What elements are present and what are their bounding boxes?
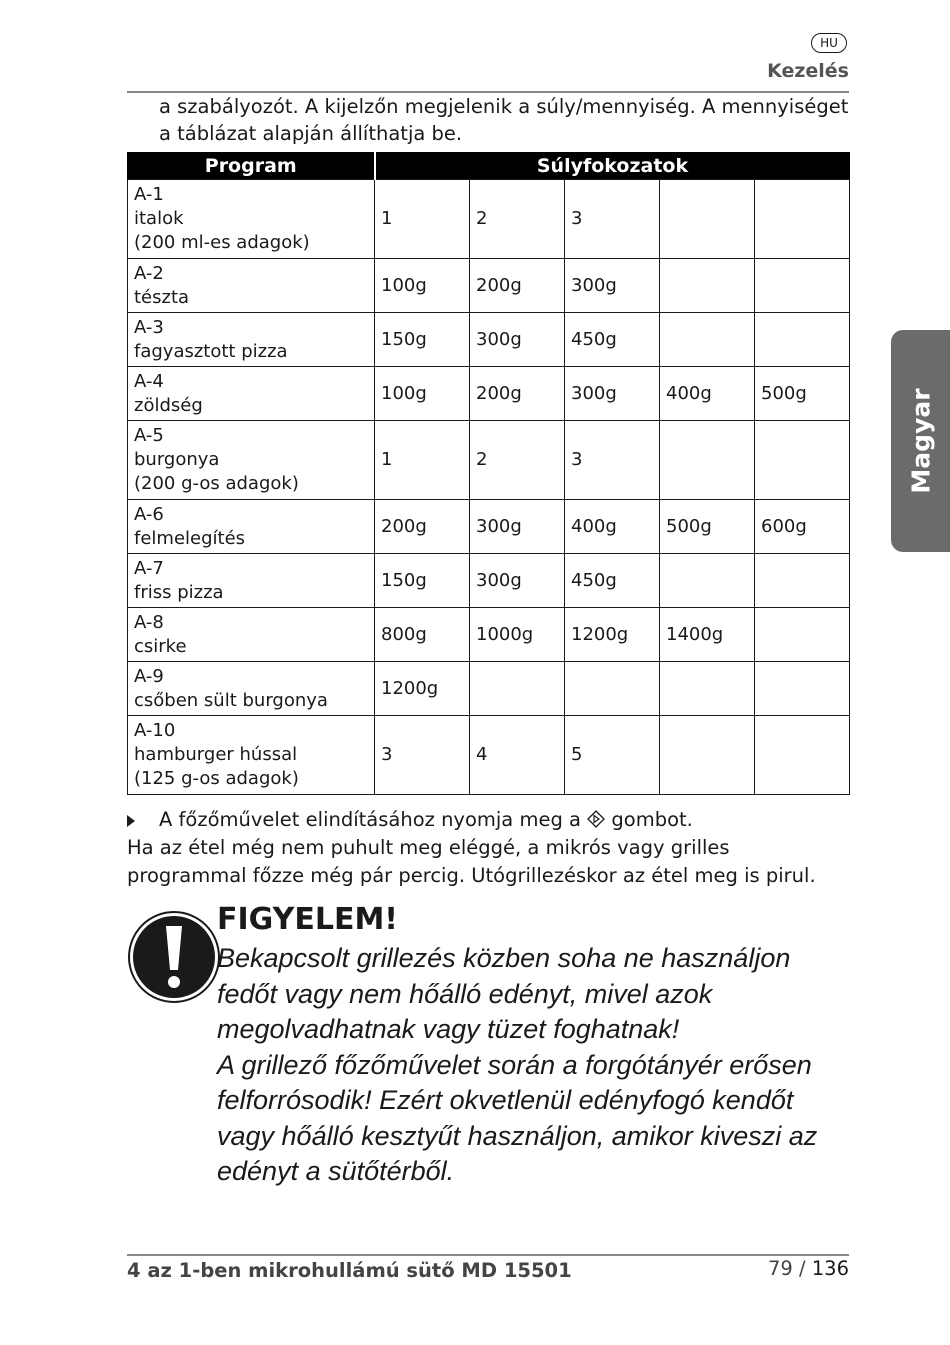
program-line: A-10 [134, 720, 176, 741]
program-cell [128, 500, 375, 554]
program-cell [128, 608, 375, 662]
intro-paragraph: a szabályozót. A kijelzőn megjelenik a súly/mennyiség. A mennyiséget a táblázat alapján állíthatja be. [159, 95, 849, 145]
table-row [128, 367, 850, 421]
program-line: (200 g-os adagok) [134, 473, 299, 494]
table-row [128, 180, 850, 259]
table-row [128, 313, 850, 367]
weight-cell [660, 180, 755, 259]
weight-cell [755, 421, 850, 500]
instruction-text-before: A főzőművelet elindításához nyomja meg a [159, 808, 581, 831]
weight-cell: 300g [470, 313, 565, 367]
table-row [128, 554, 850, 608]
page-separator: / [792, 1257, 812, 1280]
weight-cell: 1200g [375, 662, 470, 716]
program-line: csőben sült burgonya [134, 689, 328, 711]
program-line: tészta [134, 286, 190, 308]
weight-cell [660, 421, 755, 500]
weight-cell: 2 [470, 180, 565, 259]
note-paragraph: Ha az étel még nem puhult meg eléggé, a mikrós vagy grilles programmal főzze még pár percig. Utógrillezéskor az étel meg is pirul. [127, 836, 816, 887]
weight-cell: 450g [565, 313, 660, 367]
weight-cell [755, 554, 850, 608]
column-header-weight-levels: Súlyfokozatok [375, 152, 850, 180]
warning-paragraph: Bekapcsolt grillezés közben soha ne használjon fedőt vagy nem hőálló edényt, mivel azok megolvadhatnak vagy tüzet foghatnak! [217, 943, 791, 1044]
warning-text [217, 941, 857, 1190]
table-row [128, 421, 850, 500]
weight-cell: 100g [375, 367, 470, 421]
weight-cell: 400g [660, 367, 755, 421]
weight-cell: 100g [375, 259, 470, 313]
program-cell [128, 367, 375, 421]
weight-cell: 500g [755, 367, 850, 421]
weight-cell: 600g [755, 500, 850, 554]
weight-cell: 4 [470, 716, 565, 795]
weight-cell: 150g [375, 554, 470, 608]
weight-cell: 400g [565, 500, 660, 554]
weight-cell [755, 313, 850, 367]
weight-cell: 300g [470, 554, 565, 608]
program-line: A-8 [134, 611, 164, 633]
program-line: csirke [134, 635, 187, 657]
table-row [128, 259, 850, 313]
program-cell [128, 554, 375, 608]
table-row [128, 608, 850, 662]
weight-cell [660, 259, 755, 313]
weight-cell: 1400g [660, 608, 755, 662]
program-line: (200 ml-es adagok) [134, 232, 310, 253]
warning-paragraph: A grillező főzőművelet során a forgótányér erősen felforrósodik! Ezért okvetlenül edényfogó kendőt vagy hőálló kesztyűt használjon, amikor kiveszi az edényt a sütőtérből. [217, 1049, 818, 1186]
weight-cell [755, 716, 850, 795]
weight-cell: 1200g [565, 608, 660, 662]
program-line: felmelegítés [134, 527, 246, 549]
program-line: A-9 [134, 665, 164, 687]
program-line: italok [134, 208, 184, 229]
weight-cell: 300g [565, 367, 660, 421]
weight-cell [755, 259, 850, 313]
program-cell [128, 662, 375, 716]
after-table-text [127, 806, 849, 890]
weight-cell: 3 [375, 716, 470, 795]
weight-cell: 1000g [470, 608, 565, 662]
weight-cell: 200g [470, 259, 565, 313]
program-cell [128, 259, 375, 313]
footer-divider [127, 1254, 849, 1256]
program-line: A-1 [134, 184, 164, 205]
program-line: zöldség [134, 394, 203, 416]
weight-cell: 800g [375, 608, 470, 662]
table-row [128, 500, 850, 554]
side-tab-label: Magyar [906, 388, 935, 494]
program-cell [128, 716, 375, 795]
program-line: hamburger hússal [134, 744, 298, 765]
weight-cell: 150g [375, 313, 470, 367]
weight-cell [755, 662, 850, 716]
weight-cell: 200g [470, 367, 565, 421]
weight-cell: 450g [565, 554, 660, 608]
weight-cell [755, 608, 850, 662]
weight-cell: 5 [565, 716, 660, 795]
weight-cell: 200g [375, 500, 470, 554]
weight-cell: 3 [565, 180, 660, 259]
warning-title: FIGYELEM! [217, 902, 398, 937]
weight-cell [565, 662, 660, 716]
program-line: burgonya [134, 449, 220, 470]
section-title: Kezelés [767, 60, 849, 82]
table-row [128, 662, 850, 716]
program-cell [128, 313, 375, 367]
program-cell [128, 421, 375, 500]
page-current: 79 [767, 1257, 793, 1280]
program-line: A-6 [134, 503, 164, 525]
program-line: A-4 [134, 370, 164, 392]
program-line: A-7 [134, 557, 164, 579]
exclamation-icon [127, 910, 221, 1004]
program-line: friss pizza [134, 581, 224, 603]
page-total: 136 [811, 1257, 849, 1280]
weight-cell: 500g [660, 500, 755, 554]
start-instruction [127, 806, 849, 834]
table-row [128, 716, 850, 795]
column-header-program: Program [128, 152, 375, 180]
instruction-text-after: gombot. [611, 808, 693, 831]
program-cell [128, 180, 375, 259]
weight-levels-table [127, 152, 850, 795]
language-side-tab [891, 330, 950, 552]
weight-cell [660, 313, 755, 367]
program-line: A-5 [134, 425, 164, 446]
program-line: A-2 [134, 262, 164, 284]
page-number [768, 1257, 849, 1280]
weight-cell: 300g [565, 259, 660, 313]
bullet-arrow-icon [127, 815, 135, 827]
weight-cell [755, 180, 850, 259]
weight-cell: 1 [375, 421, 470, 500]
weight-cell: 2 [470, 421, 565, 500]
weight-cell [660, 716, 755, 795]
weight-cell: 300g [470, 500, 565, 554]
weight-cell: 1 [375, 180, 470, 259]
table-header-row [128, 152, 850, 180]
language-badge: HU [811, 33, 847, 53]
weight-cell [660, 554, 755, 608]
start-icon [587, 810, 605, 828]
footer-product-title: 4 az 1-ben mikrohullámú sütő MD 15501 [127, 1259, 572, 1282]
program-line: fagyasztott pizza [134, 340, 288, 362]
weight-cell [470, 662, 565, 716]
weight-cell: 3 [565, 421, 660, 500]
program-line: A-3 [134, 316, 164, 338]
program-line: (125 g-os adagok) [134, 768, 299, 789]
weight-cell [660, 662, 755, 716]
